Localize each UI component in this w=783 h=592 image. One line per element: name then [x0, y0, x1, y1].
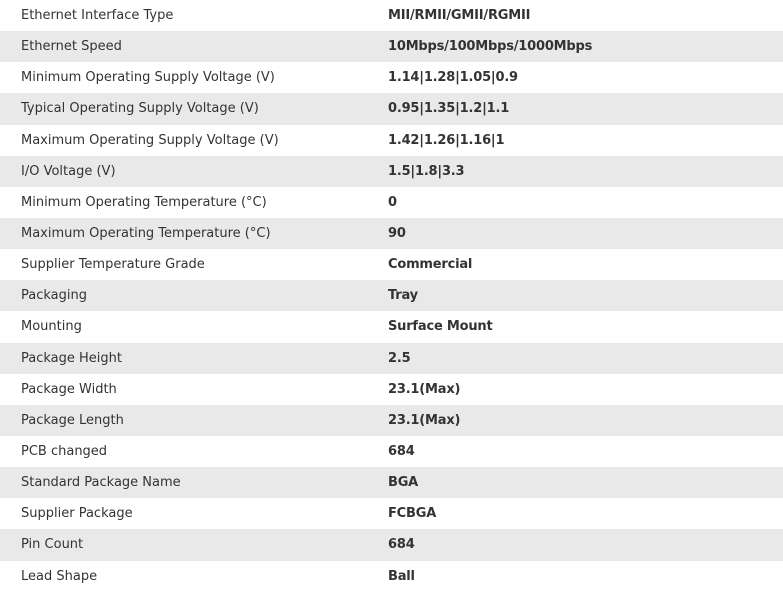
spec-label: Supplier Temperature Grade: [21, 257, 205, 273]
spec-row-supplier-package: [0, 498, 783, 529]
spec-value: Ball: [388, 568, 415, 584]
spec-value: 2.5: [388, 350, 411, 366]
spec-row-standard-package-name: [0, 467, 783, 498]
spec-row-typ-supply-voltage: [0, 93, 783, 124]
spec-label: Maximum Operating Supply Voltage (V): [21, 132, 279, 148]
spec-label: Supplier Package: [21, 506, 133, 522]
spec-label: Standard Package Name: [21, 475, 181, 491]
spec-value: 0: [388, 194, 397, 210]
spec-label: Typical Operating Supply Voltage (V): [21, 101, 259, 117]
spec-row-packaging: [0, 280, 783, 311]
spec-label: PCB changed: [21, 444, 108, 460]
spec-value: MII/RMII/GMII/RGMII: [388, 8, 531, 24]
spec-value: 684: [388, 444, 415, 460]
spec-value: 684: [388, 537, 415, 553]
spec-row-max-supply-voltage: [0, 125, 783, 156]
spec-value: Tray: [388, 288, 418, 304]
spec-label: Package Length: [21, 412, 124, 428]
spec-label: Ethernet Speed: [21, 39, 122, 55]
spec-label: Minimum Operating Temperature (°C): [21, 194, 267, 210]
spec-row-mounting: [0, 311, 783, 342]
spec-row-max-operating-temp: [0, 218, 783, 249]
spec-label: Mounting: [21, 319, 82, 335]
spec-row-package-length: [0, 405, 783, 436]
spec-value: 0.95|1.35|1.2|1.1: [388, 101, 510, 117]
spec-row-package-height: [0, 343, 783, 374]
spec-row-pin-count: [0, 529, 783, 560]
spec-row-lead-shape: [0, 561, 783, 592]
spec-label: Packaging: [21, 288, 87, 304]
spec-row-pcb-changed: [0, 436, 783, 467]
spec-value: 1.42|1.26|1.16|1: [388, 132, 505, 148]
spec-label: Package Width: [21, 381, 117, 397]
spec-row-temperature-grade: [0, 249, 783, 280]
spec-label: Package Height: [21, 350, 122, 366]
spec-value: Commercial: [388, 257, 473, 273]
spec-row-ethernet-speed: [0, 31, 783, 62]
spec-label: Ethernet Interface Type: [21, 8, 174, 24]
spec-value: 23.1(Max): [388, 412, 461, 428]
spec-row-min-supply-voltage: [0, 62, 783, 93]
spec-label: Lead Shape: [21, 568, 98, 584]
spec-label: I/O Voltage (V): [21, 163, 116, 179]
spec-value: FCBGA: [388, 506, 437, 522]
spec-value: 1.5|1.8|3.3: [388, 163, 465, 179]
spec-value: 1.14|1.28|1.05|0.9: [388, 70, 518, 86]
spec-value: 90: [388, 226, 406, 242]
spec-label: Pin Count: [21, 537, 84, 553]
spec-value: Surface Mount: [388, 319, 493, 335]
spec-row-ethernet-interface-type: [0, 0, 783, 31]
spec-value: 10Mbps/100Mbps/1000Mbps: [388, 39, 593, 55]
spec-row-package-width: [0, 374, 783, 405]
spec-value: 23.1(Max): [388, 381, 461, 397]
spec-row-min-operating-temp: [0, 187, 783, 218]
spec-label: Maximum Operating Temperature (°C): [21, 226, 271, 242]
spec-label: Minimum Operating Supply Voltage (V): [21, 70, 275, 86]
spec-row-io-voltage: [0, 156, 783, 187]
spec-value: BGA: [388, 475, 419, 491]
